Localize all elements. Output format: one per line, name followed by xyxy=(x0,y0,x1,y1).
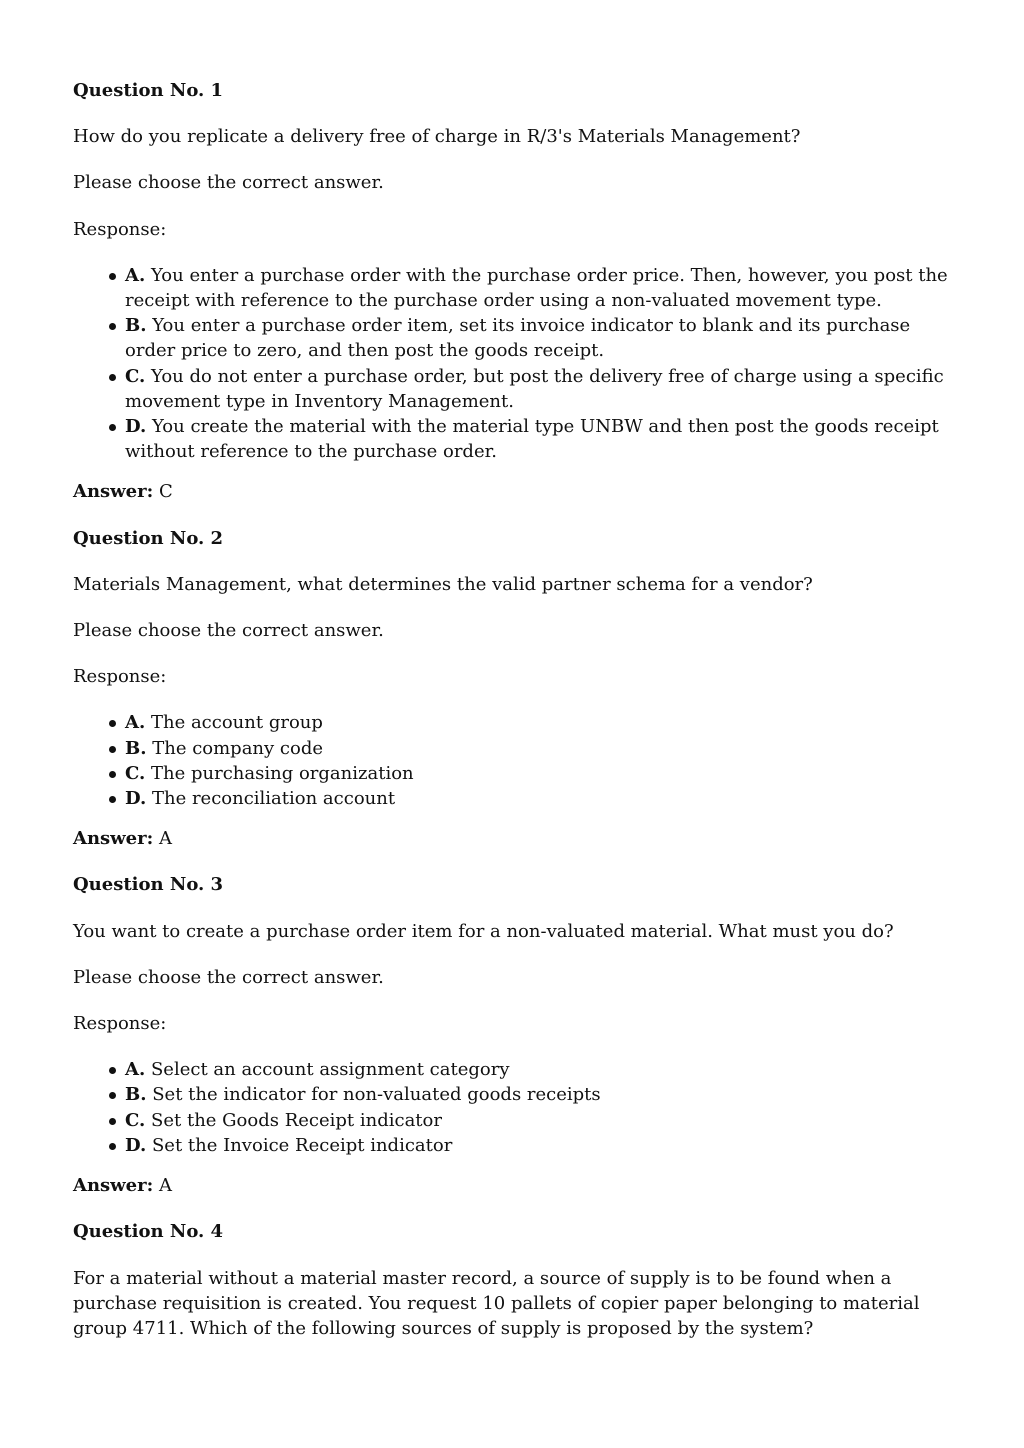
option-text: Set the indicator for non-valuated goods receipts xyxy=(152,1084,601,1106)
question-text: You want to create a purchase order item for a non-valuated material. What must you do? xyxy=(73,920,894,942)
options-list xyxy=(73,710,952,811)
response-label: Response: xyxy=(73,666,167,688)
option-text: You create the material with the material type UNBW and then post the goods receipt without reference to the purchase order. xyxy=(125,416,939,463)
option-text: The company code xyxy=(152,737,324,759)
option-letter: C. xyxy=(125,365,146,387)
question-instruction: Please choose the correct answer. xyxy=(73,966,384,988)
option-letter: C. xyxy=(125,1109,146,1131)
option-letter: B. xyxy=(125,1084,147,1106)
option-c xyxy=(125,761,952,786)
option-a xyxy=(125,1057,952,1082)
option-d xyxy=(125,786,952,811)
option-letter: A. xyxy=(125,712,146,734)
question-3 xyxy=(73,872,952,1198)
options-list xyxy=(73,1057,952,1158)
question-text: How do you replicate a delivery free of charge in R/3's Materials Management? xyxy=(73,126,801,148)
response-label: Response: xyxy=(73,218,167,240)
option-a xyxy=(125,710,952,735)
option-a xyxy=(125,263,952,313)
option-letter: C. xyxy=(125,762,146,784)
answer-line xyxy=(73,826,952,851)
answer-line xyxy=(73,1173,952,1198)
answer-value: C xyxy=(159,481,173,503)
option-text: The reconciliation account xyxy=(151,788,396,810)
question-title: Question No. 4 xyxy=(73,1221,224,1243)
option-letter: D. xyxy=(125,1134,147,1156)
answer-label: Answer: xyxy=(73,481,154,503)
option-letter: A. xyxy=(125,264,146,286)
option-letter: B. xyxy=(125,737,147,759)
question-4 xyxy=(73,1219,952,1341)
question-instruction: Please choose the correct answer. xyxy=(73,620,384,642)
option-letter: B. xyxy=(125,315,147,337)
question-title: Question No. 3 xyxy=(73,874,224,896)
question-1 xyxy=(73,78,952,505)
question-instruction: Please choose the correct answer. xyxy=(73,172,384,194)
question-title: Question No. 1 xyxy=(73,80,224,101)
question-2 xyxy=(73,526,952,852)
option-d xyxy=(125,1133,952,1158)
option-text: You do not enter a purchase order, but post the delivery free of charge using a specific movement type in Inventory Management. xyxy=(125,365,944,412)
option-letter: A. xyxy=(125,1059,146,1081)
option-text: You enter a purchase order item, set its invoice indicator to blank and its purchase order price to zero, and then post the goods receipt. xyxy=(125,315,911,362)
response-label: Response: xyxy=(73,1013,167,1035)
option-letter: D. xyxy=(125,788,147,810)
question-text: For a material without a material master record, a source of supply is to be found when a purchase requisition is created. You request 10 pallets of copier paper belonging to material group 4711. Which of the following sources of supply is proposed by the system? xyxy=(73,1267,920,1339)
option-text: The purchasing organization xyxy=(151,762,414,784)
options-list xyxy=(73,263,952,465)
question-title: Question No. 2 xyxy=(73,527,224,549)
option-text: You enter a purchase order with the purchase order price. Then, however, you post the receipt with reference to the purchase order using a non-valuated movement type. xyxy=(125,264,948,312)
option-letter: D. xyxy=(125,416,147,438)
answer-value: A xyxy=(159,1175,172,1197)
answer-label: Answer: xyxy=(73,1175,154,1197)
option-text: Select an account assignment category xyxy=(150,1059,510,1081)
answer-line xyxy=(73,479,952,504)
option-c xyxy=(125,364,952,414)
option-b xyxy=(125,736,952,761)
question-text: Materials Management, what determines the valid partner schema for a vendor? xyxy=(73,573,813,595)
answer-value: A xyxy=(159,828,172,850)
option-b xyxy=(125,313,952,363)
option-d xyxy=(125,414,952,464)
option-c xyxy=(125,1108,952,1133)
answer-label: Answer: xyxy=(73,828,154,850)
option-b xyxy=(125,1082,952,1107)
option-text: The account group xyxy=(150,712,323,734)
option-text: Set the Goods Receipt indicator xyxy=(151,1109,442,1131)
option-text: Set the Invoice Receipt indicator xyxy=(151,1134,453,1156)
